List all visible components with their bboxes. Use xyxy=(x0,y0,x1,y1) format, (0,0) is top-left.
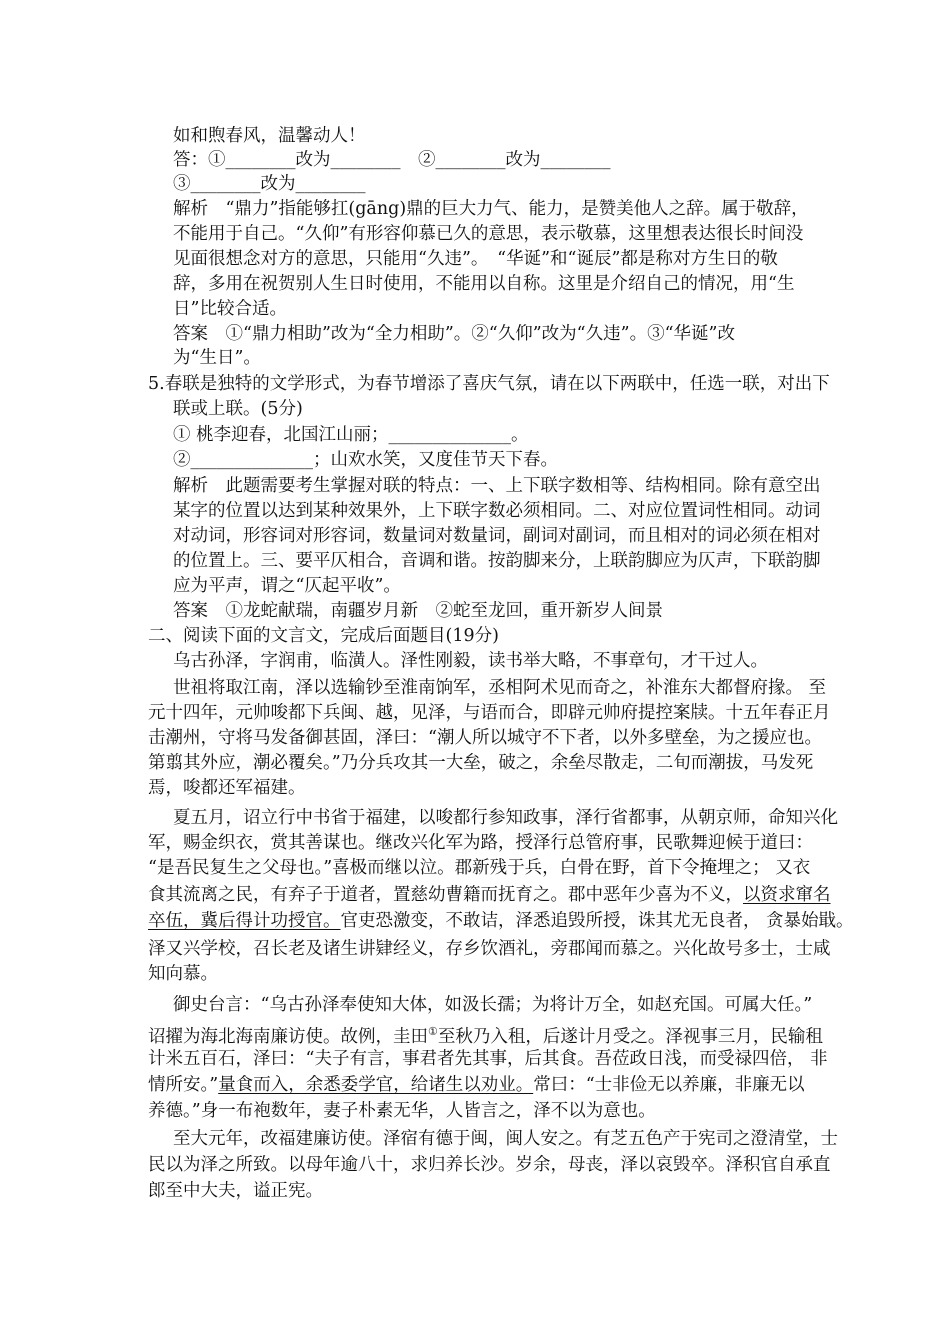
underlined-sentence: 卒伍，冀后得计功授官。 xyxy=(148,911,341,931)
analysis-line: 不能用于自己。“久仰”有形容仰慕已久的意思，表示敬慕，这里想表达很长时间没 xyxy=(173,224,804,244)
passage-line: 世祖将取江南，泽以选输钞至淮南饷军，丞相阿术见而奇之，补淮东大都督府掾。 至 xyxy=(173,678,827,698)
couplet-option: ① 桃李迎春，北国江山丽；______________。 xyxy=(173,425,529,445)
analysis-line: 某字的位置以达到某种效果外，上下联字数必须相同。二、对应位置词性相同。动词 xyxy=(173,501,821,521)
passage-line: 民以为泽之所致。以母年逾八十，求归养长沙。岁余，母丧，泽以哀毁卒。泽积官自承直 xyxy=(148,1155,831,1175)
passage-text: 情所安。” xyxy=(148,1075,219,1095)
analysis-line: 辞，多用在祝贺别人生日时使用，不能用以自称。这里是介绍自己的情况，用“生 xyxy=(173,274,795,294)
footnote-marker: ① xyxy=(428,1025,438,1038)
answer-line: 为“生日”。 xyxy=(173,348,261,368)
passage-text: 至秋乃入租，后遂计月受之。泽视事三月，民输租 xyxy=(437,1026,823,1047)
passage-text: 食其流离之民，有弃子于道者，置慈幼曹籍而抚育之。郡中恶年少喜为不义， xyxy=(148,885,743,905)
text-line: 如和煦春风，温馨动人！ xyxy=(173,126,366,146)
analysis-line: 解析 此题需要考生掌握对联的特点：一、上下联字数相等、结构相同。除有意空出 xyxy=(173,476,821,496)
passage-line: 泽又兴学校，召长老及诸生讲肄经义，存乡饮酒礼，旁郡闻而慕之。兴化故号多士，士咸 xyxy=(148,939,831,959)
answer-blank-line: 答：①________改为________ ②________改为________ xyxy=(173,150,611,170)
section-heading: 二、阅读下面的文言文，完成后面题目(19分) xyxy=(148,626,499,646)
question-stem: 联或上联。(5分) xyxy=(173,399,303,419)
answer-line: 答案 ①龙蛇献瑞，南疆岁月新 ②蛇至龙回，重开新岁人间景 xyxy=(173,601,663,621)
answer-blank-line: ③________改为________ xyxy=(173,174,366,194)
analysis-line: 的位置上。三、要平仄相合，音调和谐。按韵脚来分，上联韵脚应为仄声，下联韵脚 xyxy=(173,551,821,571)
analysis-line: 日”比较合适。 xyxy=(173,299,287,319)
passage-line: 军，赐金织衣，赏其善谋也。继改兴化军为路，授泽行总管府事，民歌舞迎候于道曰： xyxy=(148,833,813,853)
passage-text: 诏擢为海北海南廉访使。故例，圭田 xyxy=(148,1026,428,1047)
passage-line: 乌古孙泽，字润甫，临潢人。泽性刚毅，读书举大略，不事章句，才干过人。 xyxy=(173,651,768,671)
passage-line: 焉，唆都还军福建。 xyxy=(148,778,306,798)
passage-text: 常曰：“士非俭无以养廉，非廉无以 xyxy=(533,1075,805,1095)
couplet-option: ②______________；山欢水笑，又度佳节天下春。 xyxy=(173,450,558,470)
underlined-sentence: 量食而入，余悉委学官，给诸生以劝业。 xyxy=(218,1075,534,1095)
passage-line xyxy=(148,883,831,907)
passage-line: 御史台言：“乌古孙泽奉使知大体，如汲长孺；为将计万全，如赵充国。可属大任。” xyxy=(173,995,813,1015)
underlined-sentence: 以资求窜名 xyxy=(743,885,831,905)
passage-line: 知向慕。 xyxy=(148,964,218,984)
passage-line: 夏五月，诏立行中书省于福建，以唆都行参知政事，泽行省都事，从朝京师，命知兴化 xyxy=(173,808,838,828)
answer-line: 答案 ①“鼎力相助”改为“全力相助”。②“久仰”改为“久违”。③“华诞”改 xyxy=(173,324,735,344)
analysis-line: 应为平声，谓之“仄起平收”。 xyxy=(173,576,401,596)
analysis-line: 见面很想念对方的意思，只能用“久违”。 “华诞”和“诞辰”都是称对方生日的敬 xyxy=(173,249,778,269)
passage-line: 击潮州，守将马发备御甚固，泽曰：“潮人所以城守不下者，以外多壁垒，为之援应也。 xyxy=(148,728,822,748)
passage-line xyxy=(148,909,854,933)
passage-line xyxy=(148,1073,805,1097)
passage-line: 养德。”身一布袍数年，妻子朴素无华，人皆言之，泽不以为意也。 xyxy=(148,1101,656,1121)
question-stem: 5.春联是独特的文学形式，为春节增添了喜庆气氛，请在以下两联中，任选一联，对出下 xyxy=(148,374,830,394)
passage-line: 第翦其外应，潮必覆矣。”乃分兵攻其一大垒，破之，余垒尽散走，二旬而潮拔，马发死 xyxy=(148,753,814,773)
analysis-line: 对动词，形容词对形容词，数量词对数量词，副词对副词，而且相对的词必须在相对 xyxy=(173,526,821,546)
passage-line: 至大元年，改福建廉访使。泽宿有德于闽，闽人安之。有芝五色产于宪司之澄清堂，士 xyxy=(173,1129,838,1149)
passage-line: 郎至中大夫，谥正宪。 xyxy=(148,1181,323,1201)
passage-line xyxy=(148,1020,823,1049)
analysis-line: 解析 “鼎力”指能够扛(gāng)鼎的巨大力气、能力，是赞美他人之辞。属于敬辞， xyxy=(173,199,809,219)
passage-line: 元十四年，元帅唆都下兵闽、越，见泽，与语而合，即辟元帅府提控案牍。十五年春正月 xyxy=(148,703,831,723)
passage-text: 官吏恐激变，不敢诘，泽悉追毁所授，诛其尤无良者， 贪暴始戢。 xyxy=(340,911,854,931)
passage-line: “是吾民复生之父母也。”喜极而继以泣。郡新残于兵，白骨在野，首下令掩埋之； 又衣 xyxy=(148,858,811,878)
passage-line: 计米五百石，泽曰：“夫子有言，事君者先其事，后其食。吾莅政日浅，而受禄四倍， 非 xyxy=(148,1049,828,1069)
